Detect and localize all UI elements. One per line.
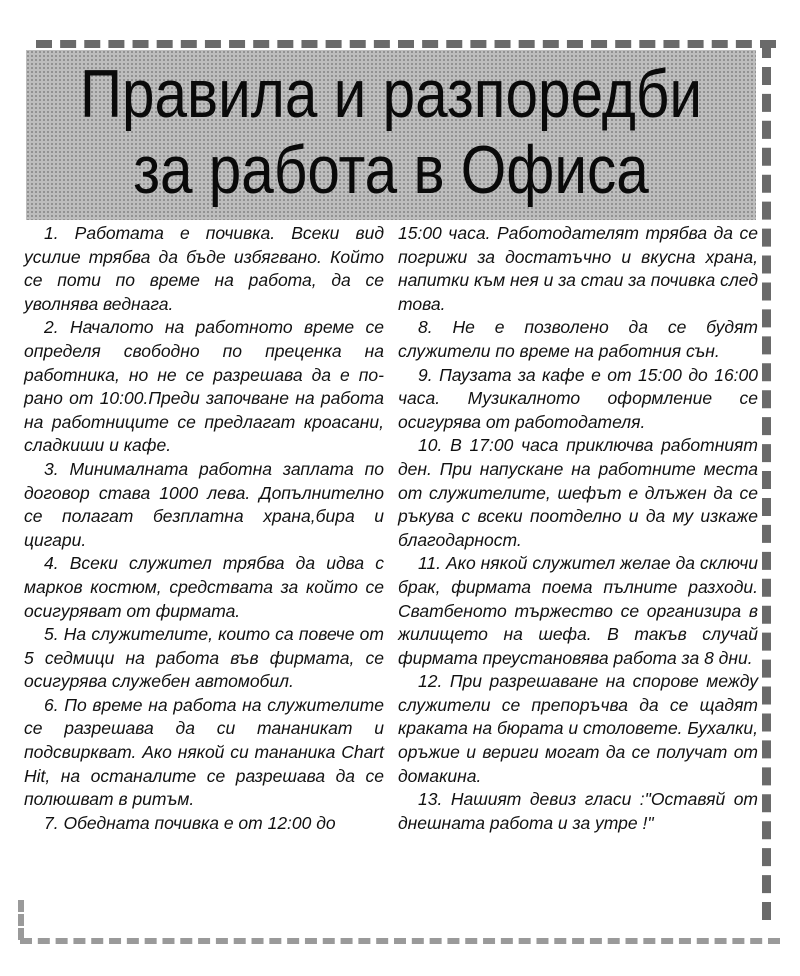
rule-paragraph: 4. Всеки служител трябва да идва с марков костюм, средствата за който се осигуряват от фирмата. [24,553,384,621]
rule-paragraph: 7. Обедната почивка е от 12:00 до [44,812,336,833]
article-column-left [24,222,384,835]
rule-paragraph: 5. На служителите, които са повече от 5 седмици на работа във фирмата, се осигурява служебен автомобил. [24,624,384,692]
headline [77,50,705,208]
rule-paragraph: 8. Не е позволено да се будят служители по време на работния сън. [398,317,758,361]
article-column-right [398,222,758,835]
rule-paragraph: 12. При разрешаване на спорове между служители се препоръчва да се щадят краката на бюрата и столовете. Бухалки, оръжие и вериги могат да се получат от домакина. [398,671,758,786]
frame-border-right [762,40,771,920]
rule-paragraph: 1. Работата е почивка. Всеки вид усилие трябва да бъде избягвано. Който се поти по време на работа, да се уволнява веднага. [24,223,384,314]
rule-paragraph-continued: 15:00 часа. Работодателят трябва да се погрижи за достатъчно и вкусна храна, напитки към нея и за стаи за почивка след това. [398,223,758,314]
headline-line-2: за работа в Офиса [133,132,649,208]
rule-paragraph: 11. Ако някой служител желае да сключи брак, фирмата поема пълните разходи. Сватбеното тържество се организира в жилището на шефа. В такъв случай фирмата преустановява работа за 8 дни. [398,553,758,668]
frame-border-left [18,900,24,940]
frame-border-top [36,40,776,48]
rule-paragraph: 3. Минималната работна заплата по договор става 1000 лева. Допълнително се полагат безплатна храна,бира и цигари. [24,458,384,550]
headline-line-1: Правила и разпоредби [79,56,703,132]
rule-paragraph: 13. Нашият девиз гласи :"Оставяй от днешната работа и за утре !" [398,789,758,833]
rule-paragraph: 10. В 17:00 часа приключва работният ден. При напускане на работните места от служителите, шефът е длъжен да се ръкува с всеки поотделно и да му изкаже благодарност. [398,435,758,550]
frame-border-bottom [20,938,780,944]
rule-paragraph: 6. По време на работа на служителите се разрешава да си тананикат и подсвиркват. Ако някой си тананика Chart Hit, на останалите се разрешава да се полюшват в ритъм. [24,694,384,810]
rule-paragraph: 9. Паузата за кафе е от 15:00 до 16:00 часа. Музикалното оформление се осигурява от работодателя. [398,364,758,432]
rule-paragraph: 2. Началото на работното време се определя свободно по преценка на работника, но не се разрешава да е по-рано от 10:00.Преди започване на работа на работниците се предлагат кроасани, сладкиши и кафе. [24,317,384,456]
